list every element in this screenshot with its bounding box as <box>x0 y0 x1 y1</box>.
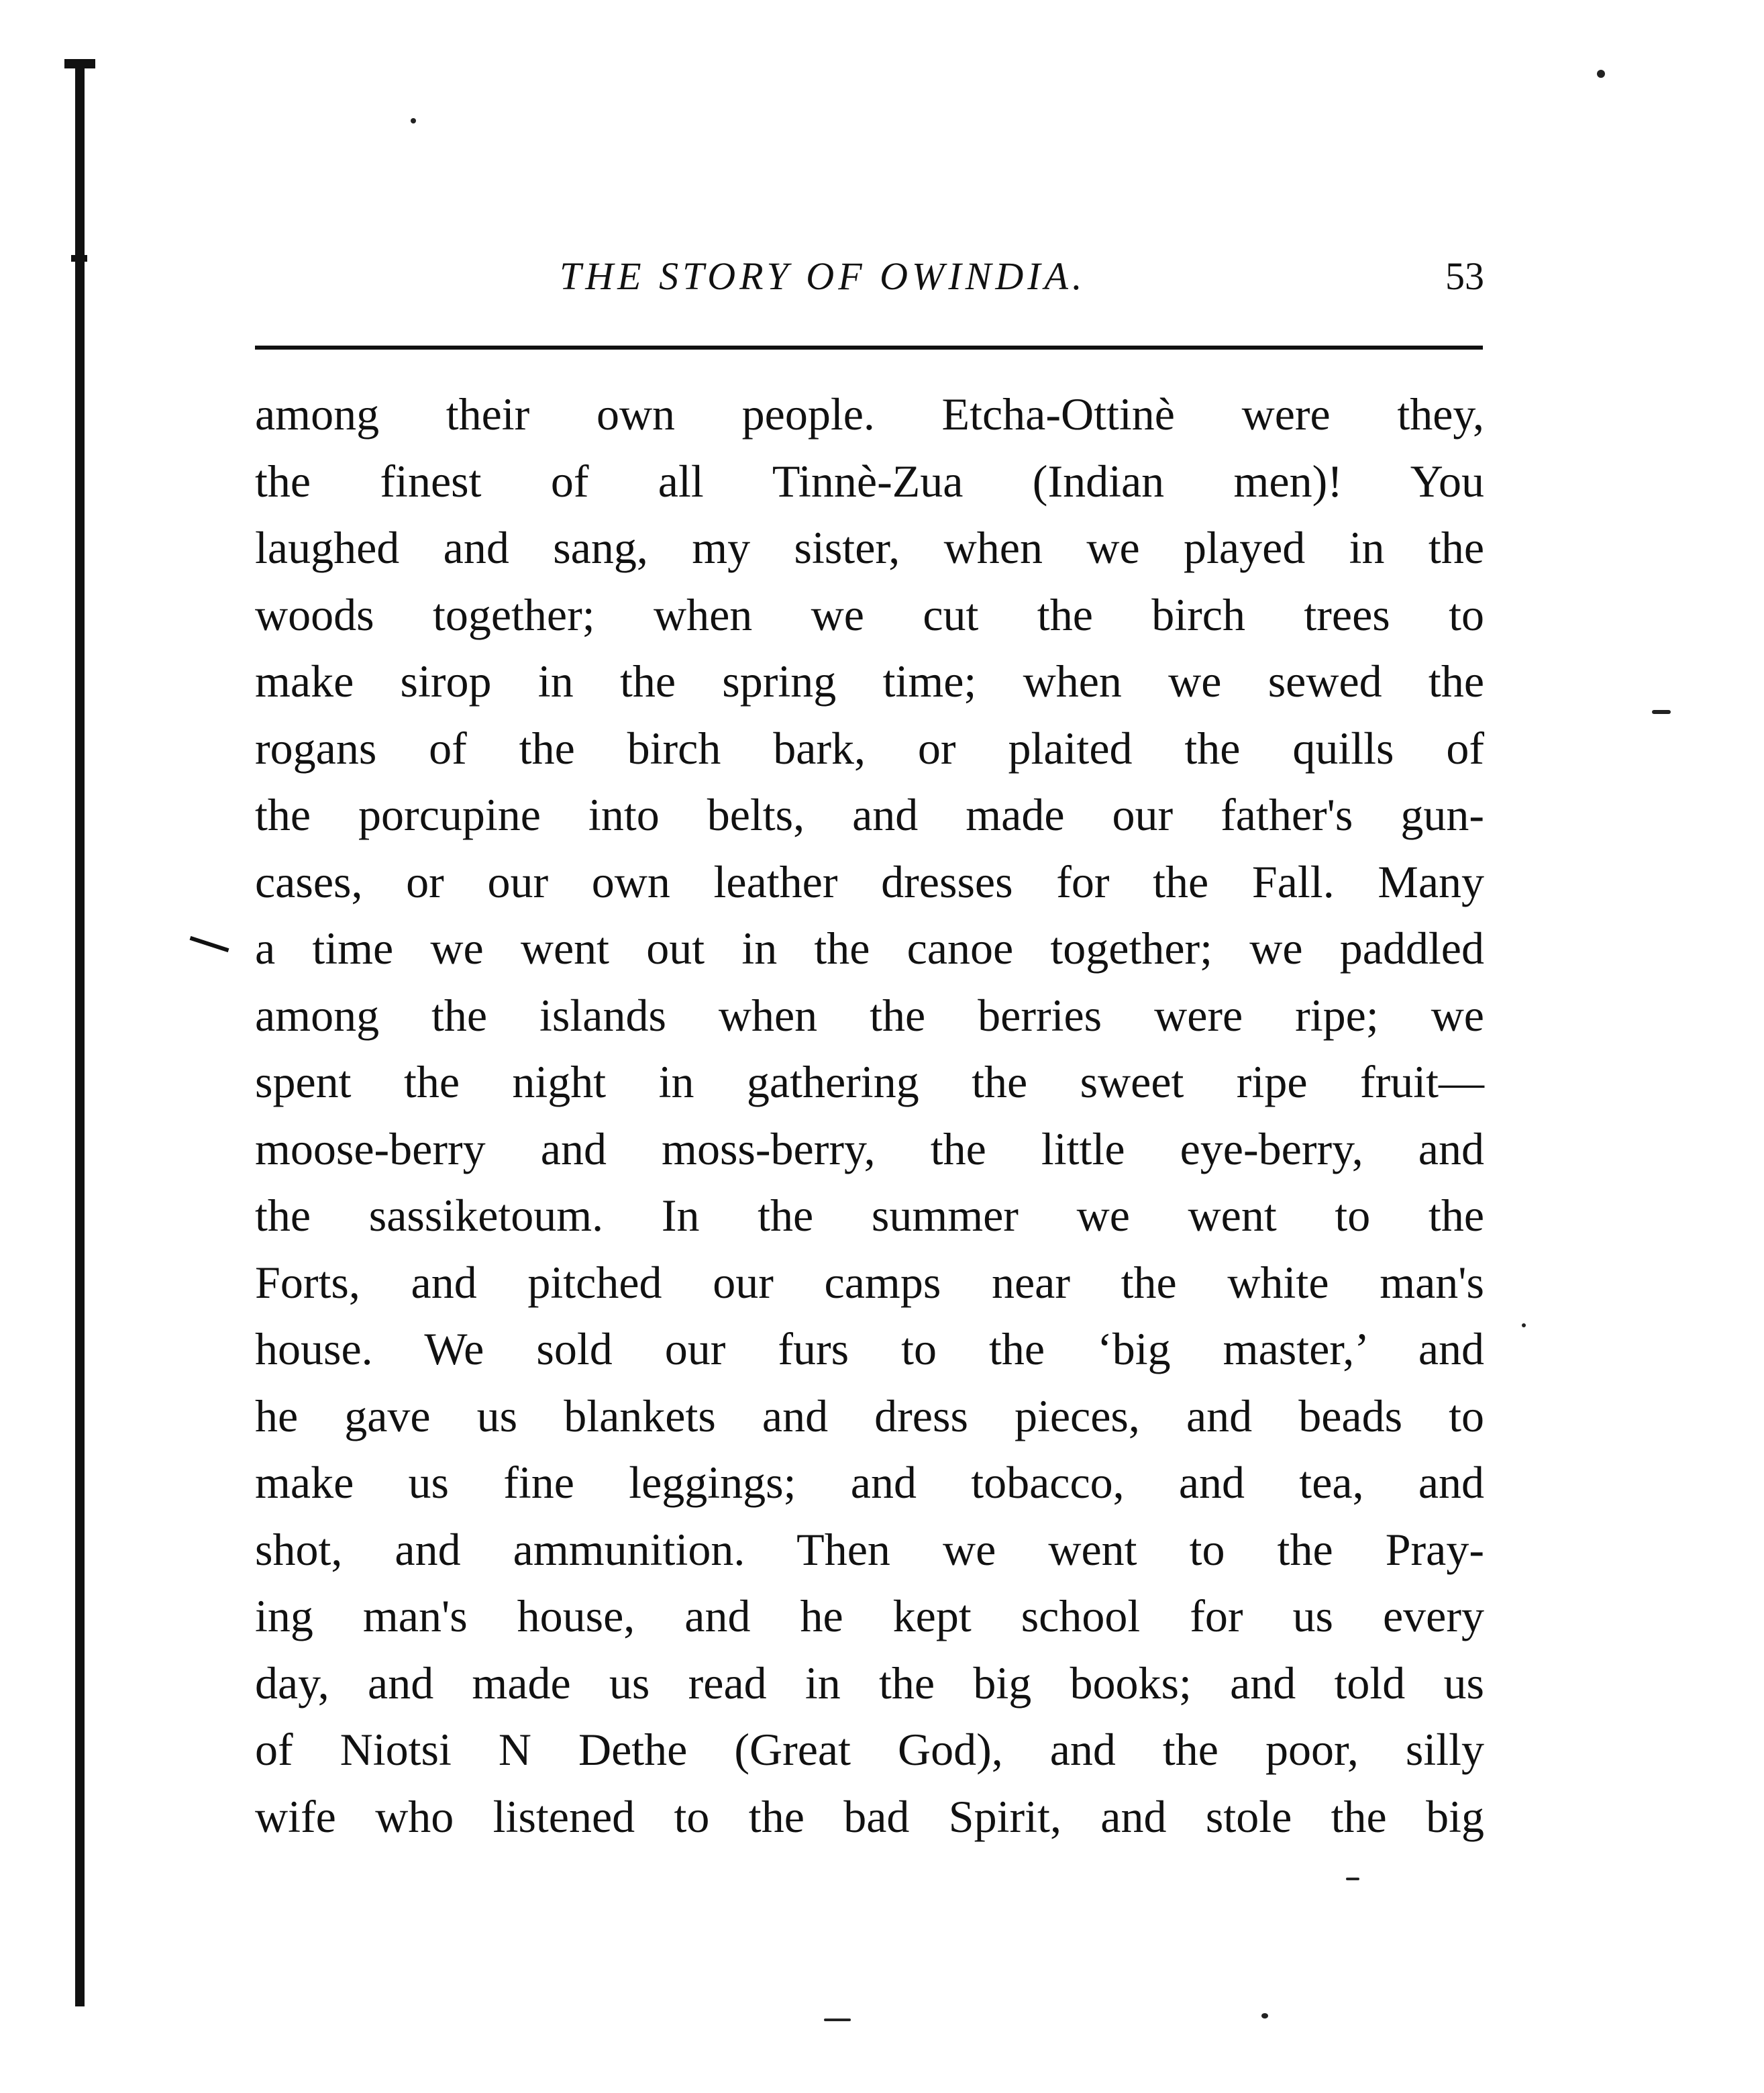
binding-rule <box>75 60 85 2006</box>
scan-speck <box>824 2019 851 2021</box>
text-line: of Niotsi N Dethe (Great God), and the poor, silly <box>255 1724 1484 1775</box>
head-rule <box>255 346 1483 350</box>
scan-speck <box>1522 1323 1526 1327</box>
text-line: a time we went out in the canoe together; we paddled <box>255 923 1484 974</box>
text-line: laughed and sang, my sister, when we played in the <box>255 522 1484 573</box>
scan-speck <box>1346 1878 1359 1880</box>
text-line: the porcupine into belts, and made our father's gun- <box>255 789 1484 840</box>
scan-speck <box>411 118 416 123</box>
text-line: house. We sold our furs to the ‘big master,’ and <box>255 1323 1484 1374</box>
text-line: among their own people. Etcha-Ottinè were they, <box>255 389 1484 440</box>
binding-rule-notch <box>71 255 87 262</box>
text-line: among the islands when the berries were ripe; we <box>255 989 1484 1041</box>
text-line: the finest of all Tinnè-Zua (Indian men)! You <box>255 455 1484 507</box>
text-line: rogans of the birch bark, or plaited the quills of <box>255 722 1484 774</box>
text-line: the sassiketoum. In the summer we went to the <box>255 1190 1484 1241</box>
body-text <box>255 381 1484 1850</box>
text-line: ing man's house, and he kept school for us every <box>255 1590 1484 1641</box>
running-head <box>255 254 1490 314</box>
text-line: cases, or our own leather dresses for the Fall. Many <box>255 856 1484 907</box>
margin-mark <box>190 936 229 952</box>
text-line: spent the night in gathering the sweet ripe fruit— <box>255 1056 1484 1107</box>
binding-rule-cap <box>64 59 95 68</box>
text-line: wife who listened to the bad Spirit, and stole the big <box>255 1790 1484 1842</box>
text-line: Forts, and pitched our camps near the white man's <box>255 1256 1484 1308</box>
text-line: moose-berry and moss-berry, the little eye-berry, and <box>255 1123 1484 1174</box>
scan-speck <box>1597 70 1605 78</box>
text-line: shot, and ammunition. Then we went to the Pray- <box>255 1523 1484 1575</box>
running-title: THE STORY OF OWINDIA. <box>560 254 1086 298</box>
text-line: make sirop in the spring time; when we sewed the <box>255 656 1484 707</box>
text-line: make us fine leggings; and tobacco, and tea, and <box>255 1457 1484 1508</box>
scan-speck <box>1652 710 1671 714</box>
scan-speck <box>1261 2013 1268 2019</box>
text-line: woods together; when we cut the birch trees to <box>255 589 1484 640</box>
page-number: 53 <box>1445 254 1484 298</box>
text-line: day, and made us read in the big books; and told us <box>255 1657 1484 1708</box>
text-line: he gave us blankets and dress pieces, and beads to <box>255 1390 1484 1441</box>
